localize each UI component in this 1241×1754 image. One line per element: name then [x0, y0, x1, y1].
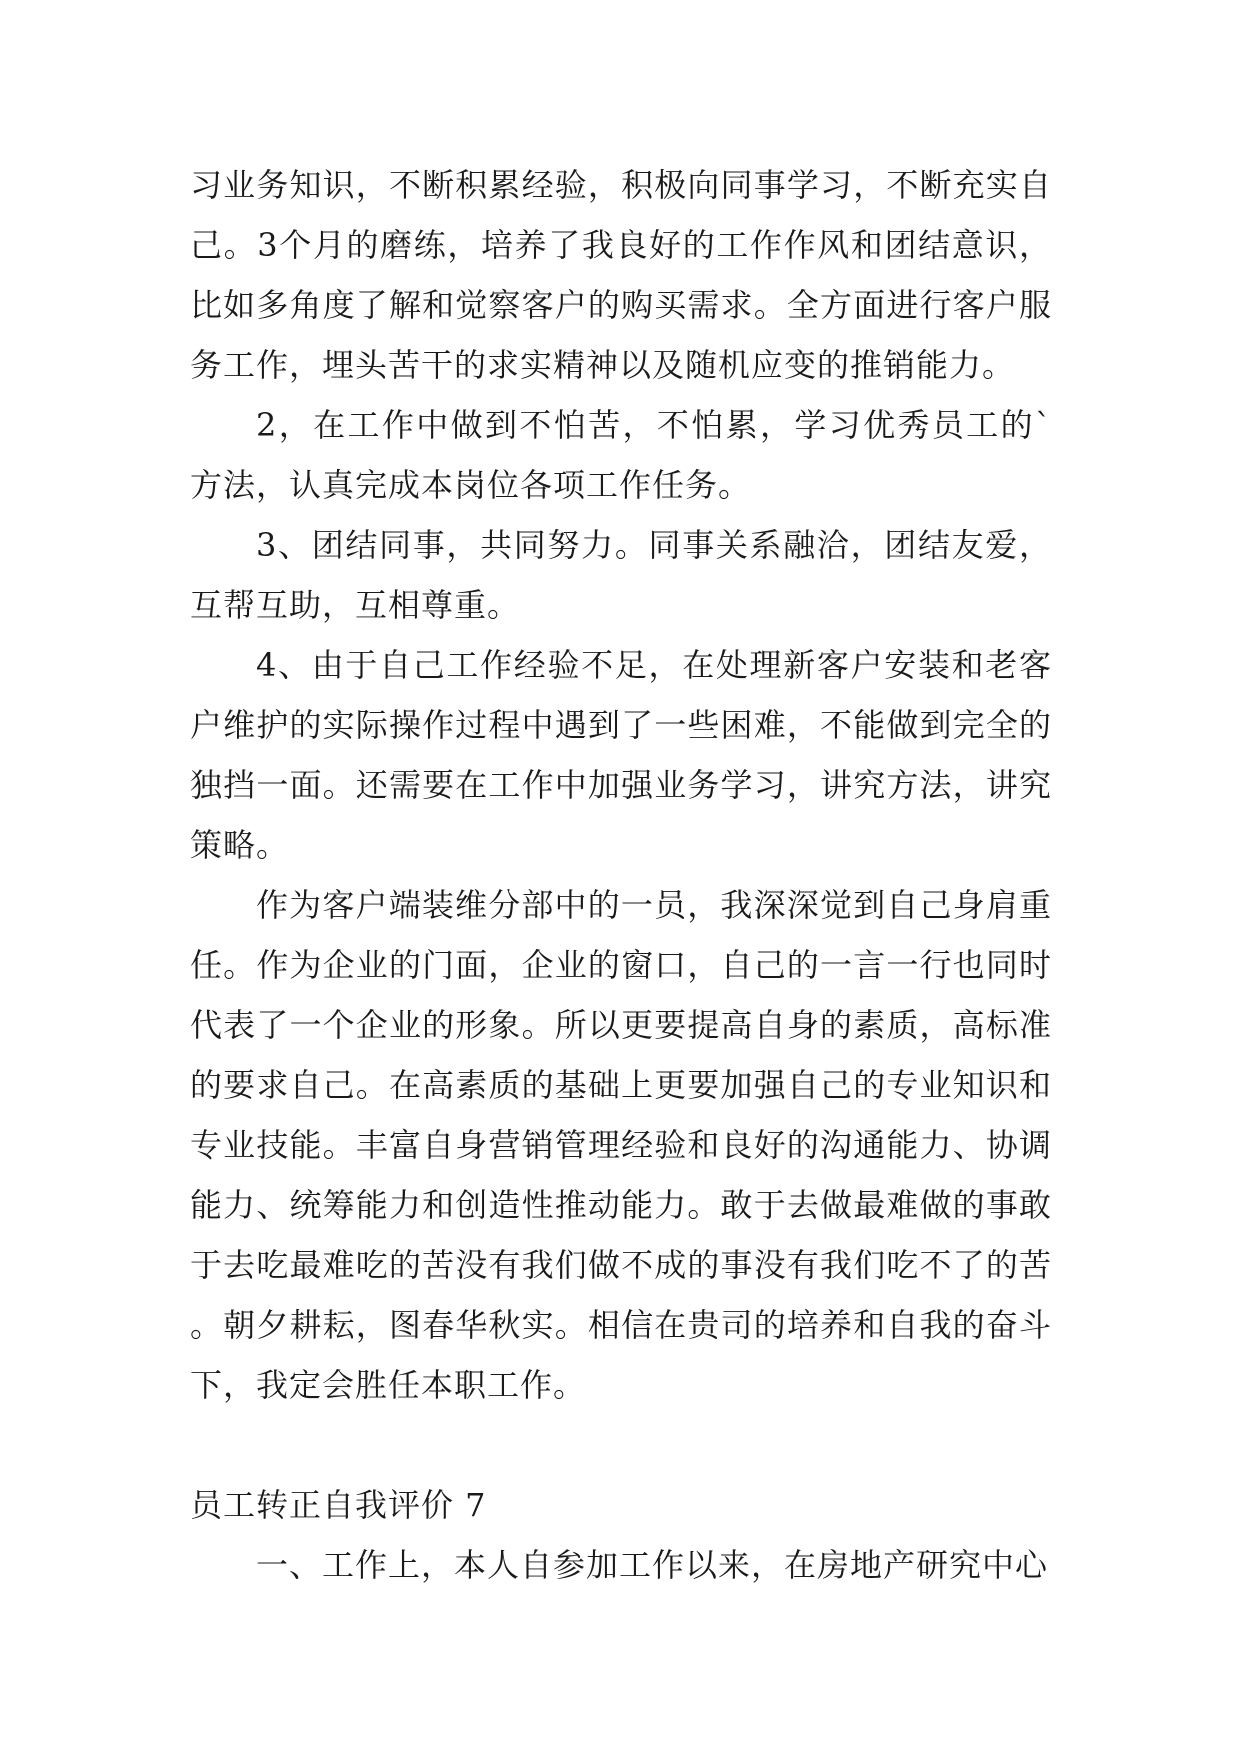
document-body [190, 155, 1052, 1595]
paragraph-continued: 习业务知识，不断积累经验，积极向同事学习，不断充实自己。3个月的磨练，培养了我良好的工作作风和团结意识，比如多角度了解和觉察客户的购买需求。全方面进行客户服务工作，埋头苦干的求实精神以及随机应变的推销能力。 [190, 166, 1052, 384]
paragraph-item-2: 2，在工作中做到不怕苦，不怕累，学习优秀员工的`方法，认真完成本岗位各项工作任务。 [190, 406, 1052, 504]
paragraph-item-4: 4、由于自己工作经验不足，在处理新客户安装和老客户维护的实际操作过程中遇到了一些困难，不能做到完全的独挡一面。还需要在工作中加强业务学习，讲究方法，讲究策略。 [190, 646, 1052, 864]
section-heading: 员工转正自我评价 7 [190, 1486, 487, 1524]
paragraph-item-3: 3、团结同事，共同努力。同事关系融洽，团结友爱，互帮互助，互相尊重。 [190, 526, 1052, 624]
paragraph-section-start: 一、工作上，本人自参加工作以来，在房地产研究中心 [256, 1546, 1049, 1584]
paragraph-summary: 作为客户端装维分部中的一员，我深深觉到自己身肩重任。作为企业的门面，企业的窗口，自己的一言一行也同时代表了一个企业的形象。所以更要提高自身的素质，高标准的要求自己。在高素质的基础上更要加强自己的专业知识和专业技能。丰富自身营销管理经验和良好的沟通能力、协调能力、统筹能力和创造性推动能力。敢于去做最难做的事敢于去吃最难吃的苦没有我们做不成的事没有我们吃不了的苦。朝夕耕耘，图春华秋实。相信在贵司的培养和自我的奋斗下，我定会胜任本职工作。 [190, 886, 1052, 1404]
